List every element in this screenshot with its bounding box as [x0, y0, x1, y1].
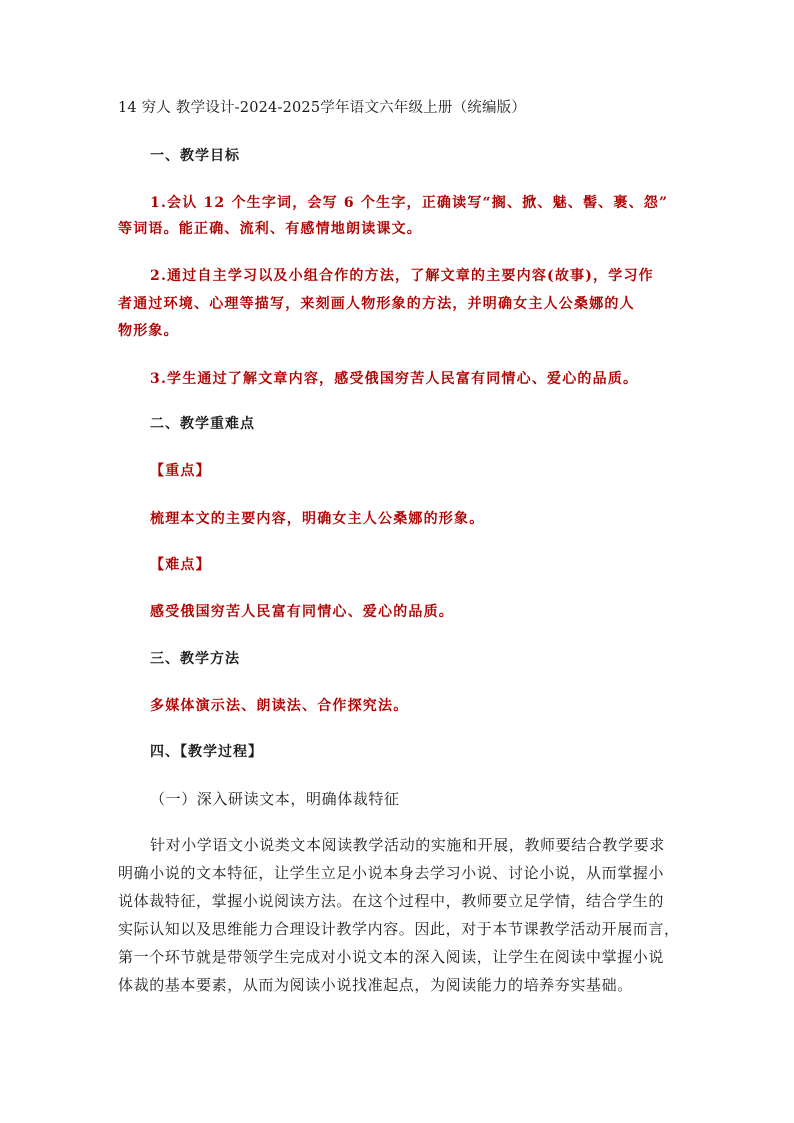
key-point-label: 【重点】 — [150, 463, 211, 479]
key-point-text: 梳理本文的主要内容，明确女主人公桑娜的形象。 — [150, 511, 485, 527]
paragraph-line-3: 说体裁特征，掌握小说阅读方法。在这个过程中，教师要立足学情，结合学生的 — [118, 892, 665, 910]
section-heading-key-difficult: 二、教学重难点 — [150, 416, 255, 432]
goal-1-line-1: 1.会认 12 个生字词，会写 6 个生字，正确读写“搁、掀、魅、髻、裹、怨” — [150, 195, 669, 211]
paragraph-line-4: 实际认知以及思维能力合理设计教学内容。因此，对于本节课教学活动开展而言， — [118, 920, 680, 938]
difficult-point-label: 【难点】 — [150, 557, 211, 573]
section-heading-process: 四、【教学过程】 — [150, 744, 263, 760]
subsection-heading-1: （一）深入研读文本，明确体裁特征 — [150, 790, 400, 808]
difficult-point-text: 感受俄国穷苦人民富有同情心、爱心的品质。 — [150, 604, 454, 620]
goal-1-line-2: 等词语。能正确、流利、有感情地朗读课文。 — [118, 221, 422, 237]
goal-2-line-2: 者通过环境、心理等描写，来刻画人物形象的方法，并明确女主人公桑娜的人 — [118, 296, 635, 312]
goal-3-line-1: 3.学生通过了解文章内容，感受俄国穷苦人民富有同情心、爱心的品质。 — [150, 371, 639, 387]
document-title: 14 穷人 教学设计-2024-2025学年语文六年级上册（统编版） — [118, 100, 527, 116]
goal-2-line-1: 2.通过自主学习以及小组合作的方法，了解文章的主要内容(故事)，学习作 — [150, 268, 654, 284]
section-heading-objectives: 一、教学目标 — [150, 148, 240, 164]
goal-2-line-3: 物形象。 — [118, 323, 179, 339]
methods-text: 多媒体演示法、朗读法、合作探究法。 — [150, 698, 409, 714]
paragraph-line-6: 体裁的基本要素，从而为阅读小说找准起点，为阅读能力的培养夯实基础。 — [118, 976, 633, 994]
section-heading-methods: 三、教学方法 — [150, 651, 240, 667]
paragraph-line-5: 第一个环节就是带领学生完成对小说文本的深入阅读，让学生在阅读中掌握小说 — [118, 948, 665, 966]
paragraph-line-2: 明确小说的文本特征，让学生立足小说本身去学习小说、讨论小说，从而掌握小 — [118, 864, 665, 882]
paragraph-line-1: 针对小学语文小说类文本阅读教学活动的实施和开展，教师要结合教学要求 — [150, 836, 665, 854]
